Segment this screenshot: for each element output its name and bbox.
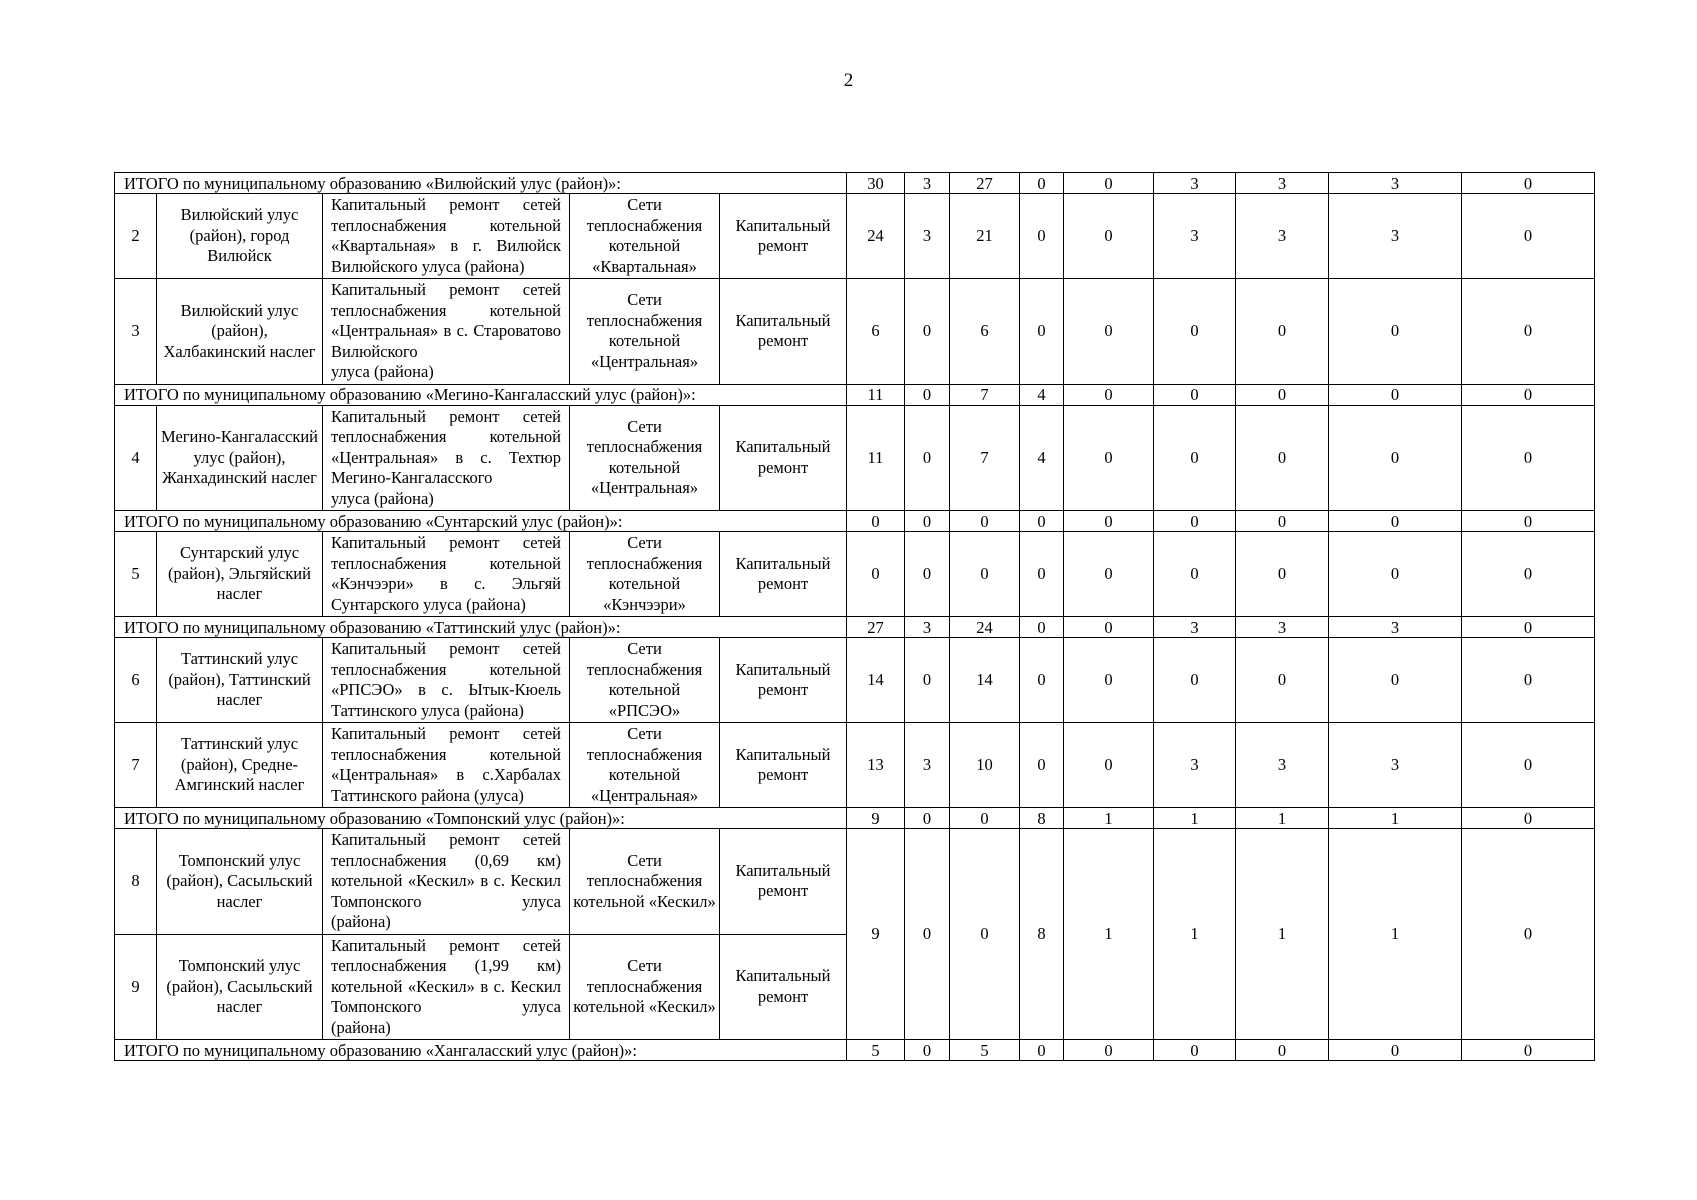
- total-value: 1: [1154, 808, 1236, 829]
- work-type-cell: Капитальный ремонт: [720, 532, 847, 617]
- work-type-cell: Капитальный ремонт: [720, 934, 847, 1040]
- description-cell: [323, 194, 570, 279]
- total-row: [115, 1040, 1595, 1061]
- description-cell: [323, 532, 570, 617]
- description-line: «Центральная» в с. Техтюр: [331, 447, 561, 467]
- row-number: 6: [115, 638, 157, 723]
- description-line: Капитальный ремонт сетей: [331, 533, 561, 552]
- table-row: [115, 194, 1595, 279]
- value-cell: 0: [1020, 279, 1064, 385]
- row-number: 2: [115, 194, 157, 279]
- value-cell: 0: [1020, 723, 1064, 808]
- merged-value: 9: [847, 829, 905, 1040]
- total-value: 0: [1020, 511, 1064, 532]
- value-cell: 3: [905, 194, 950, 279]
- total-value: 1: [1236, 808, 1329, 829]
- total-value: 0: [1236, 511, 1329, 532]
- total-value: 0: [1154, 384, 1236, 405]
- total-value: 0: [1236, 1040, 1329, 1061]
- object-cell: Сети теплоснабжения котельной «РПСЭО»: [570, 638, 720, 723]
- total-value: 3: [1329, 173, 1462, 194]
- total-value: 3: [1236, 617, 1329, 638]
- value-cell: 0: [1020, 638, 1064, 723]
- merged-value: 0: [905, 829, 950, 1040]
- description-line: (района): [331, 1017, 391, 1037]
- object-cell: Сети теплоснабжения котельной «Центральная»: [570, 723, 720, 808]
- description-line: теплоснабжения (1,99 км): [331, 956, 561, 975]
- description-line: теплоснабжения котельной: [331, 553, 561, 573]
- work-type-cell: Капитальный ремонт: [720, 829, 847, 935]
- total-label: ИТОГО по муниципальному образованию «Таттинский улус (район)»:: [115, 617, 847, 638]
- total-value: 0: [1064, 617, 1154, 638]
- value-cell: 7: [950, 405, 1020, 511]
- value-cell: 3: [1154, 723, 1236, 808]
- total-value: 24: [950, 617, 1020, 638]
- description-line: улуса (района): [331, 362, 434, 381]
- total-value: 0: [1154, 1040, 1236, 1061]
- description-line: теплоснабжения котельной: [331, 744, 561, 764]
- table-body: [115, 173, 1595, 1061]
- value-cell: 0: [1329, 532, 1462, 617]
- works-table: [114, 172, 1595, 1061]
- value-cell: 0: [1236, 279, 1329, 385]
- total-value: 0: [1462, 173, 1595, 194]
- description-line: теплоснабжения котельной: [331, 300, 561, 320]
- total-value: 0: [1462, 384, 1595, 405]
- row-number: 7: [115, 723, 157, 808]
- object-cell: Сети теплоснабжения котельной «Центральная»: [570, 405, 720, 511]
- total-row: [115, 173, 1595, 194]
- value-cell: 0: [1236, 638, 1329, 723]
- total-value: 5: [950, 1040, 1020, 1061]
- table-row: [115, 723, 1595, 808]
- table-row: [115, 532, 1595, 617]
- description-line: «Центральная» в с.: [331, 321, 469, 340]
- total-value: 3: [1236, 173, 1329, 194]
- description-cell: [323, 405, 570, 511]
- location-cell: Мегино-Кангаласский улус (район), Жанхадинский наслег: [157, 405, 323, 511]
- object-cell: Сети теплоснабжения котельной «Центральная»: [570, 279, 720, 385]
- location-cell: Таттинский улус (район), Средне-Амгинский наслег: [157, 723, 323, 808]
- description-line: Капитальный ремонт сетей: [331, 935, 561, 955]
- total-value: 0: [1020, 617, 1064, 638]
- page-number: 2: [843, 70, 854, 91]
- description-line: Капитальный ремонт сетей: [331, 639, 561, 658]
- total-value: 0: [1020, 173, 1064, 194]
- row-number: 9: [115, 934, 157, 1040]
- merged-value: 1: [1236, 829, 1329, 1040]
- value-cell: 0: [1462, 638, 1595, 723]
- value-cell: 0: [905, 279, 950, 385]
- description-line: Капитальный ремонт сетей: [331, 830, 561, 849]
- work-type-cell: Капитальный ремонт: [720, 638, 847, 723]
- location-cell: Вилюйский улус (район), город Вилюйск: [157, 194, 323, 279]
- table-row: [115, 829, 1595, 935]
- value-cell: 0: [905, 405, 950, 511]
- description-line: Капитальный ремонт сетей: [331, 406, 561, 426]
- value-cell: 6: [950, 279, 1020, 385]
- value-cell: 3: [1236, 723, 1329, 808]
- total-value: 0: [1462, 1040, 1595, 1061]
- value-cell: 0: [1154, 638, 1236, 723]
- value-cell: 0: [1020, 532, 1064, 617]
- value-cell: 3: [1329, 723, 1462, 808]
- value-cell: 0: [1064, 405, 1154, 511]
- description-line: Капитальный ремонт сетей: [331, 195, 561, 214]
- total-value: 0: [1236, 384, 1329, 405]
- total-value: 0: [1064, 511, 1154, 532]
- work-type-cell: Капитальный ремонт: [720, 279, 847, 385]
- value-cell: 14: [847, 638, 905, 723]
- value-cell: 4: [1020, 405, 1064, 511]
- value-cell: 0: [1064, 723, 1154, 808]
- description-line: Вилюйского улуса (района): [331, 256, 525, 276]
- description-line: Кескил Томпонского улуса: [331, 976, 561, 1016]
- value-cell: 21: [950, 194, 1020, 279]
- total-value: 4: [1020, 384, 1064, 405]
- merged-value: 1: [1329, 829, 1462, 1040]
- total-row: [115, 511, 1595, 532]
- value-cell: 0: [1462, 279, 1595, 385]
- total-value: 1: [1329, 808, 1462, 829]
- value-cell: 11: [847, 405, 905, 511]
- total-row: [115, 384, 1595, 405]
- total-value: 0: [905, 1040, 950, 1061]
- table-row: [115, 405, 1595, 511]
- total-value: 0: [1064, 384, 1154, 405]
- work-type-cell: Капитальный ремонт: [720, 194, 847, 279]
- value-cell: 0: [1329, 405, 1462, 511]
- location-cell: Сунтарский улус (район), Эльгяйский наслег: [157, 532, 323, 617]
- total-value: 5: [847, 1040, 905, 1061]
- value-cell: 0: [950, 532, 1020, 617]
- total-label: ИТОГО по муниципальному образованию «Вилюйский улус (район)»:: [115, 173, 847, 194]
- value-cell: 0: [1329, 279, 1462, 385]
- description-line: (района): [331, 912, 391, 931]
- total-value: 0: [1462, 808, 1595, 829]
- work-type-cell: Капитальный ремонт: [720, 405, 847, 511]
- total-value: 11: [847, 384, 905, 405]
- value-cell: 6: [847, 279, 905, 385]
- value-cell: 24: [847, 194, 905, 279]
- total-value: 0: [950, 511, 1020, 532]
- value-cell: 10: [950, 723, 1020, 808]
- total-value: 0: [905, 808, 950, 829]
- merged-value: 0: [1462, 829, 1595, 1040]
- description-cell: [323, 829, 570, 935]
- value-cell: 3: [1236, 194, 1329, 279]
- total-value: 3: [905, 617, 950, 638]
- value-cell: 0: [1329, 638, 1462, 723]
- description-line: «РПСЭО» в с. Ытык-Кюель: [331, 680, 561, 699]
- description-line: Кескил Томпонского улуса: [331, 871, 561, 911]
- value-cell: 0: [1236, 405, 1329, 511]
- total-value: 0: [1462, 617, 1595, 638]
- total-row: [115, 808, 1595, 829]
- description-line: теплоснабжения (0,69 км): [331, 850, 561, 870]
- total-value: 0: [1064, 1040, 1154, 1061]
- total-value: 0: [905, 511, 950, 532]
- total-value: 9: [847, 808, 905, 829]
- value-cell: 0: [1236, 532, 1329, 617]
- description-line: теплоснабжения котельной: [331, 659, 561, 679]
- description-line: Сунтарского улуса (района): [331, 594, 526, 614]
- total-value: 0: [905, 384, 950, 405]
- total-value: 0: [1020, 1040, 1064, 1061]
- value-cell: 3: [905, 723, 950, 808]
- value-cell: 3: [1154, 194, 1236, 279]
- total-value: 0: [1064, 173, 1154, 194]
- value-cell: 0: [905, 532, 950, 617]
- value-cell: 14: [950, 638, 1020, 723]
- value-cell: 0: [1462, 723, 1595, 808]
- value-cell: 0: [847, 532, 905, 617]
- description-cell: [323, 279, 570, 385]
- description-line: котельной «Кескил» в с.: [331, 976, 506, 996]
- value-cell: 0: [1064, 279, 1154, 385]
- value-cell: 0: [1462, 532, 1595, 617]
- description-line: Таттинского района (улуса): [331, 785, 524, 805]
- total-value: 1: [1064, 808, 1154, 829]
- description-line: «Кэнчээри» в с. Эльгяй: [331, 574, 561, 593]
- value-cell: 0: [1064, 194, 1154, 279]
- total-value: 0: [1154, 511, 1236, 532]
- total-value: 0: [950, 808, 1020, 829]
- merged-value: 1: [1064, 829, 1154, 1040]
- location-cell: Вилюйский улус (район), Халбакинский наслег: [157, 279, 323, 385]
- description-line: теплоснабжения котельной: [331, 427, 561, 446]
- description-line: «Квартальная» в г. Вилюйск: [331, 236, 561, 255]
- row-number: 3: [115, 279, 157, 385]
- value-cell: 0: [1020, 194, 1064, 279]
- object-cell: Сети теплоснабжения котельной «Кескил»: [570, 829, 720, 935]
- description-line: теплоснабжения котельной: [331, 215, 561, 235]
- object-cell: Сети теплоснабжения котельной «Кескил»: [570, 934, 720, 1040]
- description-cell: [323, 723, 570, 808]
- description-line: Капитальный ремонт сетей: [331, 724, 561, 743]
- description-line: Староватово Вилюйского: [331, 321, 561, 361]
- total-label: ИТОГО по муниципальному образованию «Мегино-Кангаласский улус (район)»:: [115, 384, 847, 405]
- total-label: ИТОГО по муниципальному образованию «Сунтарский улус (район)»:: [115, 511, 847, 532]
- total-value: 27: [847, 617, 905, 638]
- table-row: [115, 279, 1595, 385]
- description-line: «Центральная» в с.Харбалах: [331, 765, 561, 784]
- value-cell: 0: [1462, 194, 1595, 279]
- merged-value: 8: [1020, 829, 1064, 1040]
- total-value: 8: [1020, 808, 1064, 829]
- value-cell: 0: [1462, 405, 1595, 511]
- total-value: 0: [1462, 511, 1595, 532]
- location-cell: Таттинский улус (район), Таттинский наслег: [157, 638, 323, 723]
- description-line: Таттинского улуса (района): [331, 700, 524, 720]
- object-cell: Сети теплоснабжения котельной «Квартальная»: [570, 194, 720, 279]
- description-cell: [323, 638, 570, 723]
- total-row: [115, 617, 1595, 638]
- description-line: котельной «Кескил» в с.: [331, 871, 506, 890]
- total-value: 0: [1329, 384, 1462, 405]
- description-cell: [323, 934, 570, 1040]
- total-value: 0: [1329, 511, 1462, 532]
- row-number: 5: [115, 532, 157, 617]
- value-cell: 0: [1154, 279, 1236, 385]
- row-number: 4: [115, 405, 157, 511]
- object-cell: Сети теплоснабжения котельной «Кэнчээри»: [570, 532, 720, 617]
- value-cell: 0: [1064, 532, 1154, 617]
- row-number: 8: [115, 829, 157, 935]
- location-cell: Томпонский улус (район), Сасыльский наслег: [157, 934, 323, 1040]
- merged-value: 0: [950, 829, 1020, 1040]
- value-cell: 0: [905, 638, 950, 723]
- total-value: 3: [905, 173, 950, 194]
- value-cell: 0: [1154, 532, 1236, 617]
- work-type-cell: Капитальный ремонт: [720, 723, 847, 808]
- table-row: [115, 638, 1595, 723]
- total-label: ИТОГО по муниципальному образованию «Томпонский улус (район)»:: [115, 808, 847, 829]
- value-cell: 3: [1329, 194, 1462, 279]
- total-value: 30: [847, 173, 905, 194]
- description-line: Мегино-Кангаласского: [331, 468, 493, 487]
- total-value: 3: [1329, 617, 1462, 638]
- total-value: 0: [847, 511, 905, 532]
- value-cell: 0: [1064, 638, 1154, 723]
- description-line: улуса (района): [331, 488, 434, 508]
- total-value: 3: [1154, 617, 1236, 638]
- value-cell: 13: [847, 723, 905, 808]
- merged-value: 1: [1154, 829, 1236, 1040]
- description-line: Капитальный ремонт сетей: [331, 280, 561, 299]
- total-value: 27: [950, 173, 1020, 194]
- total-value: 7: [950, 384, 1020, 405]
- value-cell: 0: [1154, 405, 1236, 511]
- total-value: 3: [1154, 173, 1236, 194]
- total-label: ИТОГО по муниципальному образованию «Хангаласский улус (район)»:: [115, 1040, 847, 1061]
- location-cell: Томпонский улус (район), Сасыльский наслег: [157, 829, 323, 935]
- total-value: 0: [1329, 1040, 1462, 1061]
